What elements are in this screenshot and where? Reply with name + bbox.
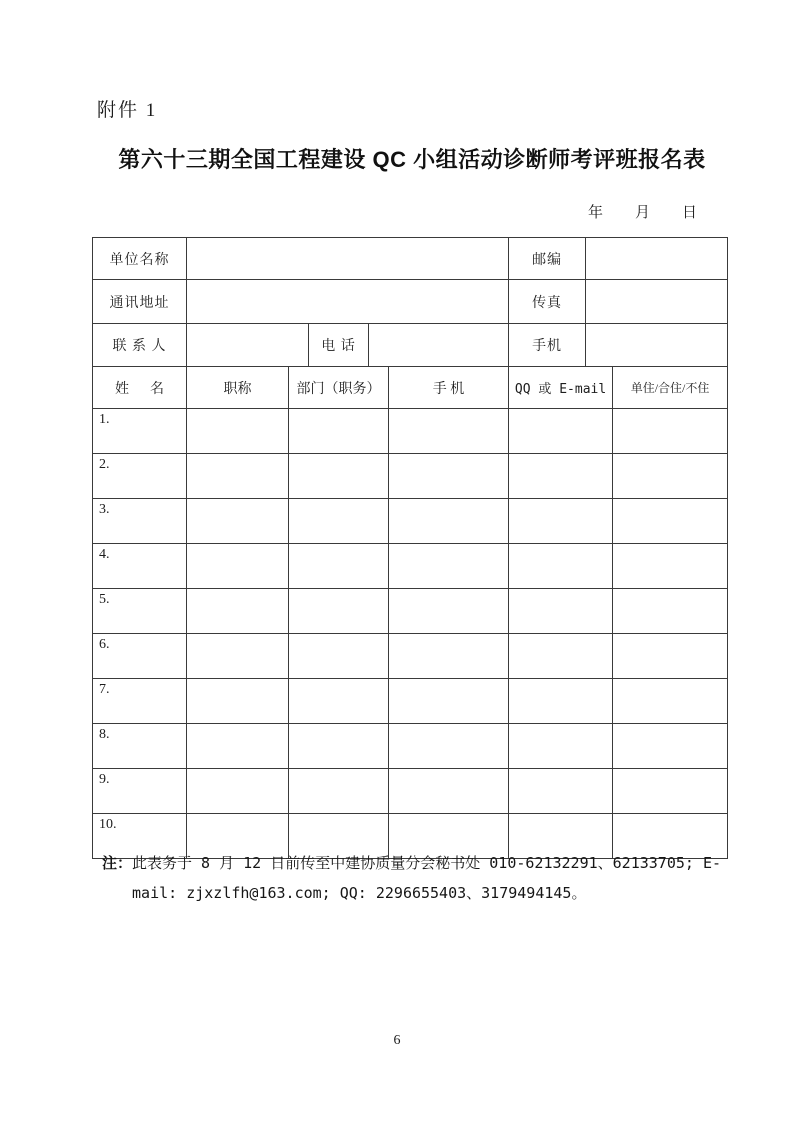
entry-cell bbox=[187, 544, 289, 589]
entry-row-8 bbox=[93, 724, 728, 769]
row-number: 9. bbox=[93, 769, 187, 814]
entry-cell bbox=[509, 454, 613, 499]
entry-cell bbox=[289, 724, 389, 769]
entry-cell bbox=[613, 544, 728, 589]
note-prefix: 注： bbox=[102, 854, 133, 872]
entry-row-3 bbox=[93, 499, 728, 544]
entry-cell bbox=[389, 724, 509, 769]
entry-cell bbox=[289, 454, 389, 499]
entry-cell bbox=[187, 409, 289, 454]
entry-cell bbox=[509, 679, 613, 724]
entry-cell bbox=[289, 769, 389, 814]
registration-form-table bbox=[92, 237, 728, 859]
date-month-label: 月 bbox=[635, 205, 651, 221]
address-field bbox=[187, 280, 509, 324]
entry-cell bbox=[613, 634, 728, 679]
entry-cell bbox=[187, 769, 289, 814]
entry-cell bbox=[389, 679, 509, 724]
entry-cell bbox=[509, 589, 613, 634]
note-line-2: mail: zjxzlfh@163.com; QQ: 2296655403、3179494145。 bbox=[132, 884, 587, 902]
entry-cell bbox=[509, 499, 613, 544]
entry-cell bbox=[509, 769, 613, 814]
col-header-room: 单住/合住/不住 bbox=[613, 367, 728, 409]
col-header-name: 姓 名 bbox=[93, 367, 187, 409]
entry-cell bbox=[187, 679, 289, 724]
entry-row-6 bbox=[93, 634, 728, 679]
entry-cell bbox=[509, 409, 613, 454]
contact-person-label: 联 系 人 bbox=[93, 324, 187, 367]
entry-row-1 bbox=[93, 409, 728, 454]
entry-cell bbox=[613, 454, 728, 499]
fax-label: 传真 bbox=[509, 280, 586, 324]
entry-row-9 bbox=[93, 769, 728, 814]
mobile-field bbox=[586, 324, 728, 367]
entry-cell bbox=[613, 679, 728, 724]
note-line-1: 此表务于 8 月 12 日前传至中建协质量分会秘书处 010-62132291、62133705; E- bbox=[132, 854, 722, 872]
entry-cell bbox=[613, 409, 728, 454]
entry-cell bbox=[613, 589, 728, 634]
row-number: 8. bbox=[93, 724, 187, 769]
entry-row-5 bbox=[93, 589, 728, 634]
date-year-label: 年 bbox=[588, 205, 604, 221]
entry-cell bbox=[187, 724, 289, 769]
entry-cell bbox=[389, 544, 509, 589]
entry-cell bbox=[613, 724, 728, 769]
entry-cell bbox=[613, 769, 728, 814]
unit-name-field bbox=[187, 238, 509, 280]
col-header-department: 部门（职务） bbox=[289, 367, 389, 409]
address-label: 通讯地址 bbox=[93, 280, 187, 324]
note-body bbox=[132, 848, 721, 908]
entry-cell bbox=[509, 634, 613, 679]
row-address bbox=[93, 280, 728, 324]
postcode-field bbox=[586, 238, 728, 280]
row-number: 2. bbox=[93, 454, 187, 499]
fax-field bbox=[586, 280, 728, 324]
page-title: 第六十三期全国工程建设 QC 小组活动诊断师考评班报名表 bbox=[118, 147, 706, 172]
entry-cell bbox=[289, 499, 389, 544]
row-number: 7. bbox=[93, 679, 187, 724]
telephone-label: 电 话 bbox=[309, 324, 369, 367]
entry-row-7 bbox=[93, 679, 728, 724]
entry-cell bbox=[187, 634, 289, 679]
unit-name-label: 单位名称 bbox=[93, 238, 187, 280]
row-number: 10. bbox=[93, 814, 187, 859]
entry-cell bbox=[509, 724, 613, 769]
row-number: 1. bbox=[93, 409, 187, 454]
entry-cell bbox=[613, 499, 728, 544]
page-number: 6 bbox=[393, 1033, 401, 1048]
entry-row-4 bbox=[93, 544, 728, 589]
row-contact bbox=[93, 324, 728, 367]
entry-cell bbox=[389, 589, 509, 634]
entry-cell bbox=[289, 544, 389, 589]
entry-cell bbox=[187, 589, 289, 634]
col-header-job-title: 职称 bbox=[187, 367, 289, 409]
entry-cell bbox=[289, 589, 389, 634]
entry-cell bbox=[389, 454, 509, 499]
entry-row-2 bbox=[93, 454, 728, 499]
entry-cell bbox=[187, 454, 289, 499]
entry-cell bbox=[289, 679, 389, 724]
entry-cell bbox=[389, 769, 509, 814]
entry-cell bbox=[389, 409, 509, 454]
row-number: 3. bbox=[93, 499, 187, 544]
row-number: 5. bbox=[93, 589, 187, 634]
row-number: 6. bbox=[93, 634, 187, 679]
mobile-label: 手机 bbox=[509, 324, 586, 367]
note bbox=[102, 848, 721, 908]
row-unit-name bbox=[93, 238, 728, 280]
row-number: 4. bbox=[93, 544, 187, 589]
col-header-qq-email: QQ 或 E-mail bbox=[509, 367, 613, 409]
date-day-label: 日 bbox=[682, 205, 698, 221]
entry-cell bbox=[509, 544, 613, 589]
entry-cell bbox=[289, 409, 389, 454]
telephone-field bbox=[369, 324, 509, 367]
entry-cell bbox=[187, 499, 289, 544]
postcode-label: 邮编 bbox=[509, 238, 586, 280]
col-header-mobile: 手 机 bbox=[389, 367, 509, 409]
contact-person-field bbox=[187, 324, 309, 367]
attachment-label: 附件 1 bbox=[97, 100, 158, 121]
date-line bbox=[588, 201, 697, 222]
entry-cell bbox=[389, 634, 509, 679]
entry-cell bbox=[389, 499, 509, 544]
row-column-headers bbox=[93, 367, 728, 409]
entry-cell bbox=[289, 634, 389, 679]
